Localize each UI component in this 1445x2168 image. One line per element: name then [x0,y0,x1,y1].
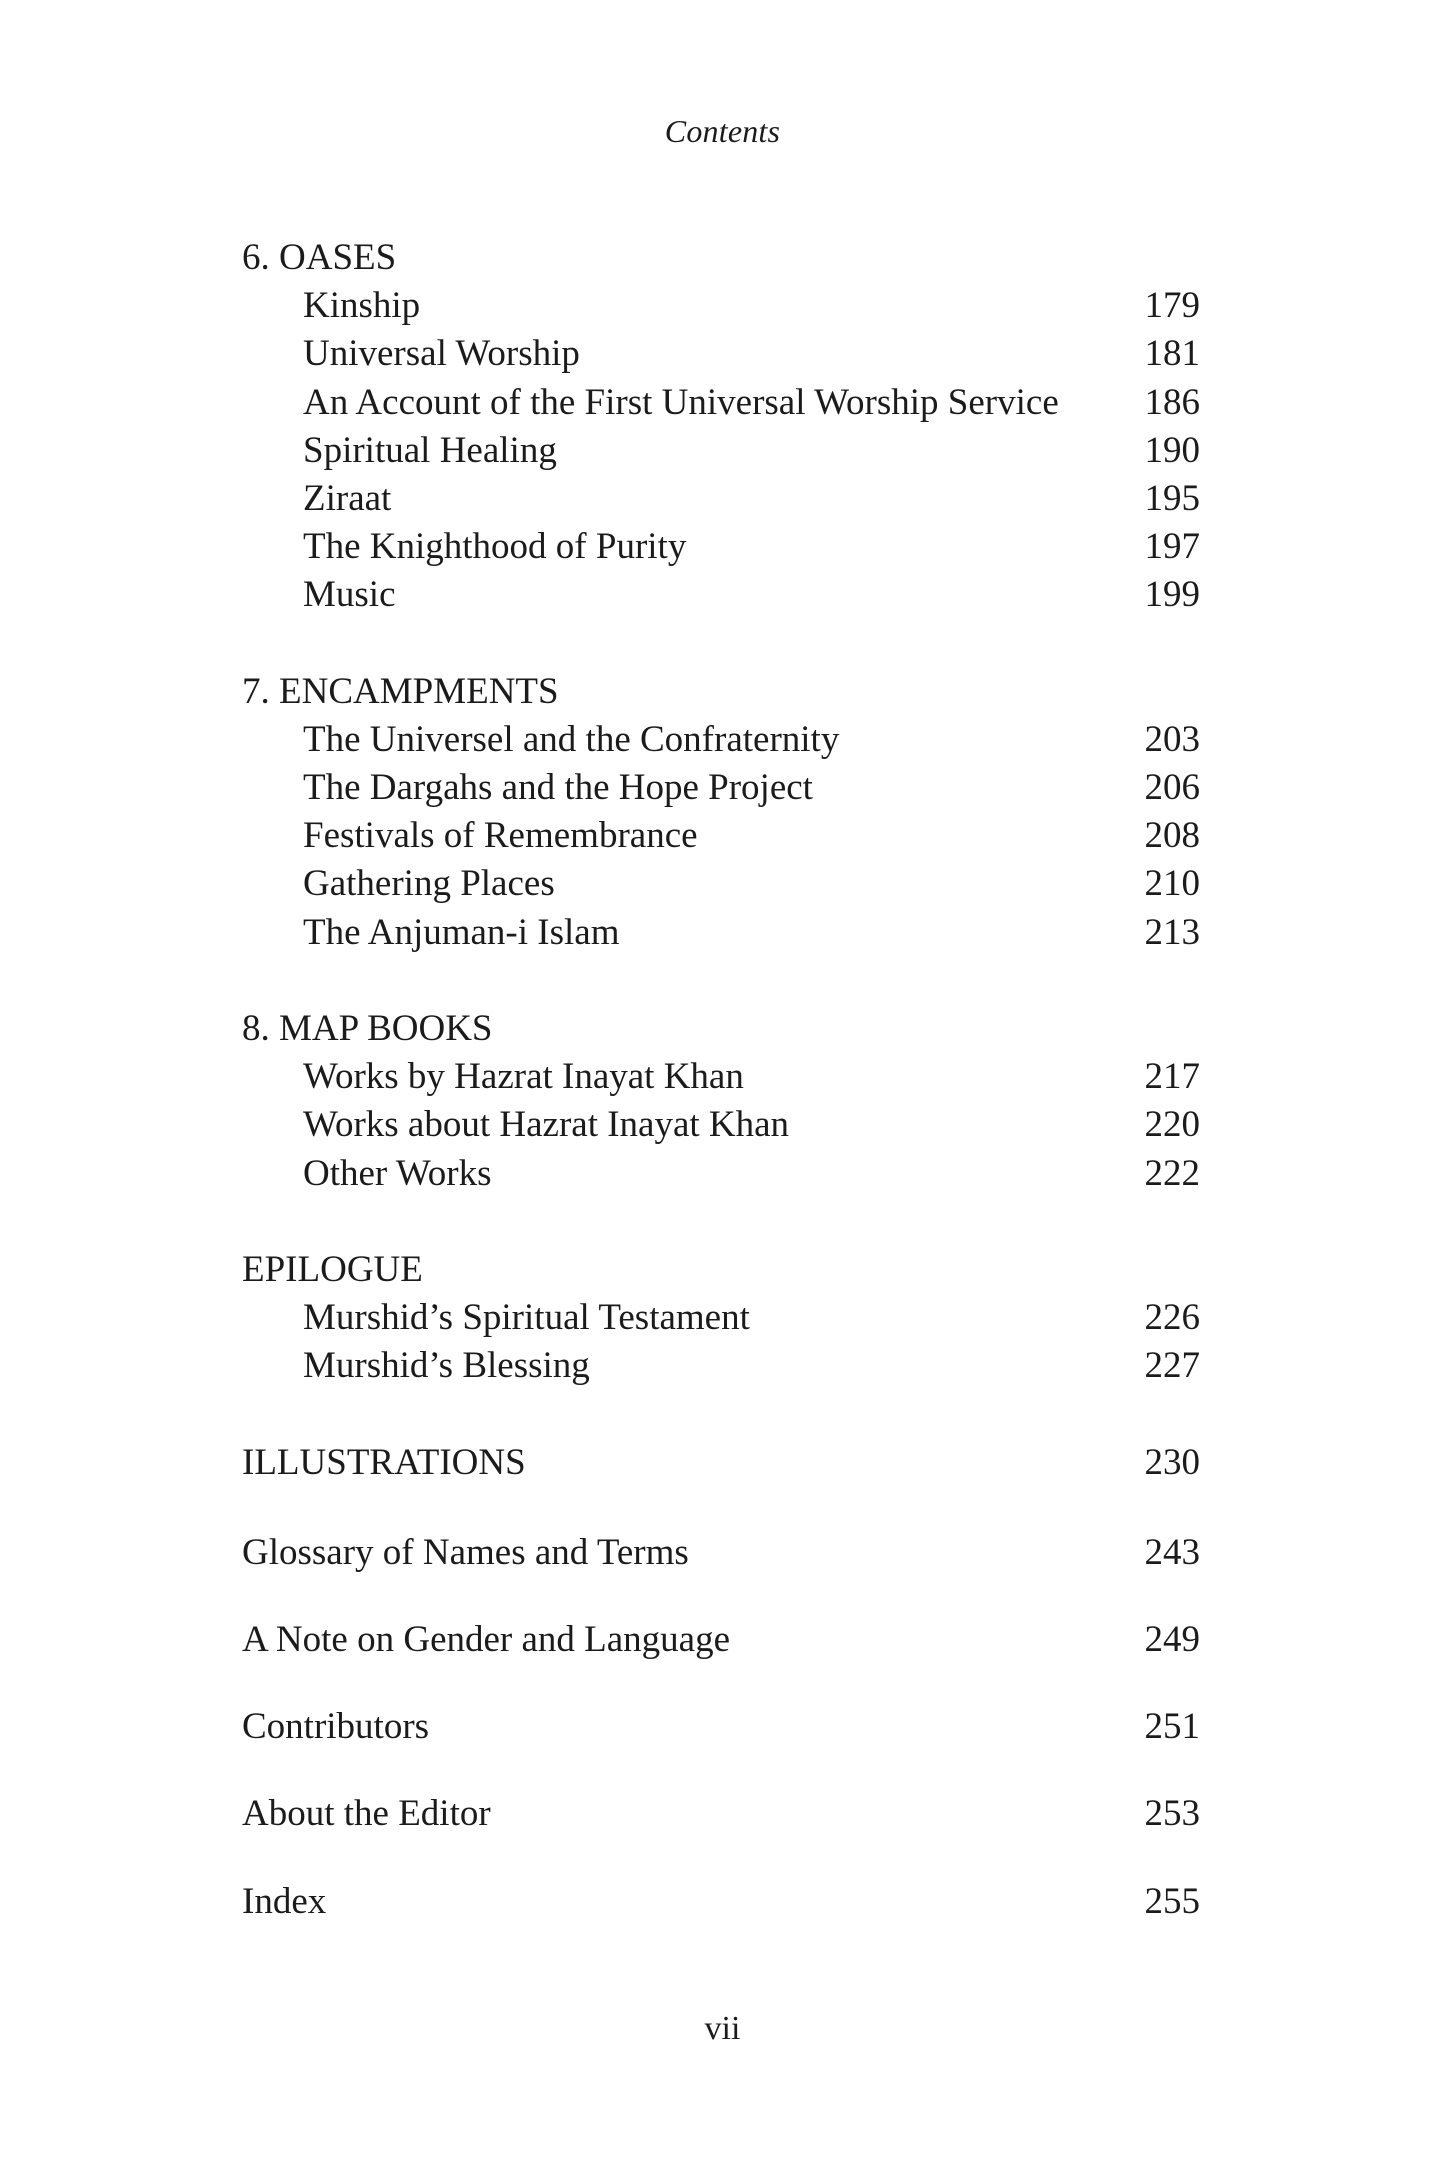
entry-title: The Universel and the Confraternity [303,718,840,760]
entry-page: 230 [1144,1441,1200,1483]
entry-page: 226 [1144,1297,1200,1339]
entry-title: Index [242,1880,327,1922]
entry-page: 203 [1144,718,1200,760]
toc-entry[interactable] [242,1342,1200,1390]
entry-page: 181 [1144,333,1200,375]
entry-title: Ziraat [303,477,392,519]
entry-title: Works about Hazrat Inayat Khan [303,1104,790,1146]
toc-section-encampments [242,668,1200,957]
section-heading-text: 8. MAP BOOKS [242,1008,493,1049]
entry-page: 251 [1144,1706,1200,1748]
toc-entry-illustrations[interactable] [242,1439,1200,1487]
entry-page: 213 [1144,911,1200,953]
toc-entry-contributors[interactable] [242,1703,1200,1751]
toc-entry[interactable] [242,330,1200,378]
toc-section-epilogue [242,1246,1200,1391]
toc-entry[interactable] [242,475,1200,523]
toc-entry[interactable] [242,764,1200,812]
entry-title: Gathering Places [303,863,555,905]
entry-page: 208 [1144,815,1200,857]
entry-title: The Dargahs and the Hope Project [303,767,813,809]
entry-title: Murshid’s Spiritual Testament [303,1297,750,1339]
entry-title: Other Works [303,1152,492,1194]
section-heading-text: 6. OASES [242,237,397,278]
section-heading [242,1246,1200,1294]
entry-page: 210 [1144,863,1200,905]
toc-entry[interactable] [242,716,1200,764]
entry-page: 253 [1144,1793,1200,1835]
toc-section-oases [242,234,1200,620]
entry-page: 243 [1144,1531,1200,1573]
entry-title: Contributors [242,1706,430,1748]
section-heading [242,1005,1200,1053]
entry-title: Kinship [303,285,421,327]
toc-entry[interactable] [242,1053,1200,1101]
toc-section-map-books [242,1005,1200,1198]
entry-title: Spiritual Healing [303,429,557,471]
toc-entry[interactable] [242,909,1200,957]
toc-entry[interactable] [242,860,1200,908]
entry-title: ILLUSTRATIONS [242,1441,526,1483]
toc-entry[interactable] [242,1101,1200,1149]
entry-title: Works by Hazrat Inayat Khan [303,1056,744,1098]
entry-title: The Anjuman-i Islam [303,911,620,953]
entry-title: A Note on Gender and Language [242,1619,731,1661]
section-heading-text: 7. ENCAMPMENTS [242,670,559,712]
toc-entry-note-on-gender[interactable] [242,1616,1200,1664]
section-heading [242,668,1200,716]
entry-page: 179 [1144,285,1200,327]
table-of-contents [242,234,1200,1926]
running-head: Contents [664,113,781,149]
entry-page: 217 [1144,1056,1200,1098]
toc-entry[interactable] [242,1150,1200,1198]
toc-entry-index[interactable] [242,1878,1200,1926]
section-heading [242,234,1200,282]
toc-entry[interactable] [242,282,1200,330]
section-heading-text: EPILOGUE [242,1248,423,1290]
entry-title: Festivals of Remembrance [303,815,698,857]
toc-back-matter [242,1439,1200,1926]
entry-page: 195 [1144,477,1200,519]
toc-entry[interactable] [242,1294,1200,1342]
entry-title: Glossary of Names and Terms [242,1531,689,1573]
page-number: vii [704,2010,741,2047]
entry-title: About the Editor [242,1793,491,1835]
entry-title: An Account of the First Universal Worship Service [303,381,1059,423]
entry-page: 186 [1144,381,1200,423]
entry-page: 199 [1144,574,1200,616]
toc-entry[interactable] [242,571,1200,619]
entry-page: 206 [1144,767,1200,809]
toc-entry[interactable] [242,523,1200,571]
toc-entry[interactable] [242,812,1200,860]
entry-page: 220 [1144,1104,1200,1146]
entry-title: Universal Worship [303,333,580,375]
entry-page: 222 [1144,1152,1200,1194]
entry-page: 249 [1144,1619,1200,1661]
toc-entry[interactable] [242,379,1200,427]
entry-page: 197 [1144,526,1200,568]
entry-title: Murshid’s Blessing [303,1345,590,1387]
entry-page: 255 [1144,1880,1200,1922]
entry-title: The Knighthood of Purity [303,526,687,568]
toc-entry-about-editor[interactable] [242,1790,1200,1838]
entry-page: 227 [1144,1345,1200,1387]
entry-title: Music [303,574,396,616]
entry-page: 190 [1144,429,1200,471]
toc-entry-glossary[interactable] [242,1529,1200,1577]
toc-entry[interactable] [242,427,1200,475]
